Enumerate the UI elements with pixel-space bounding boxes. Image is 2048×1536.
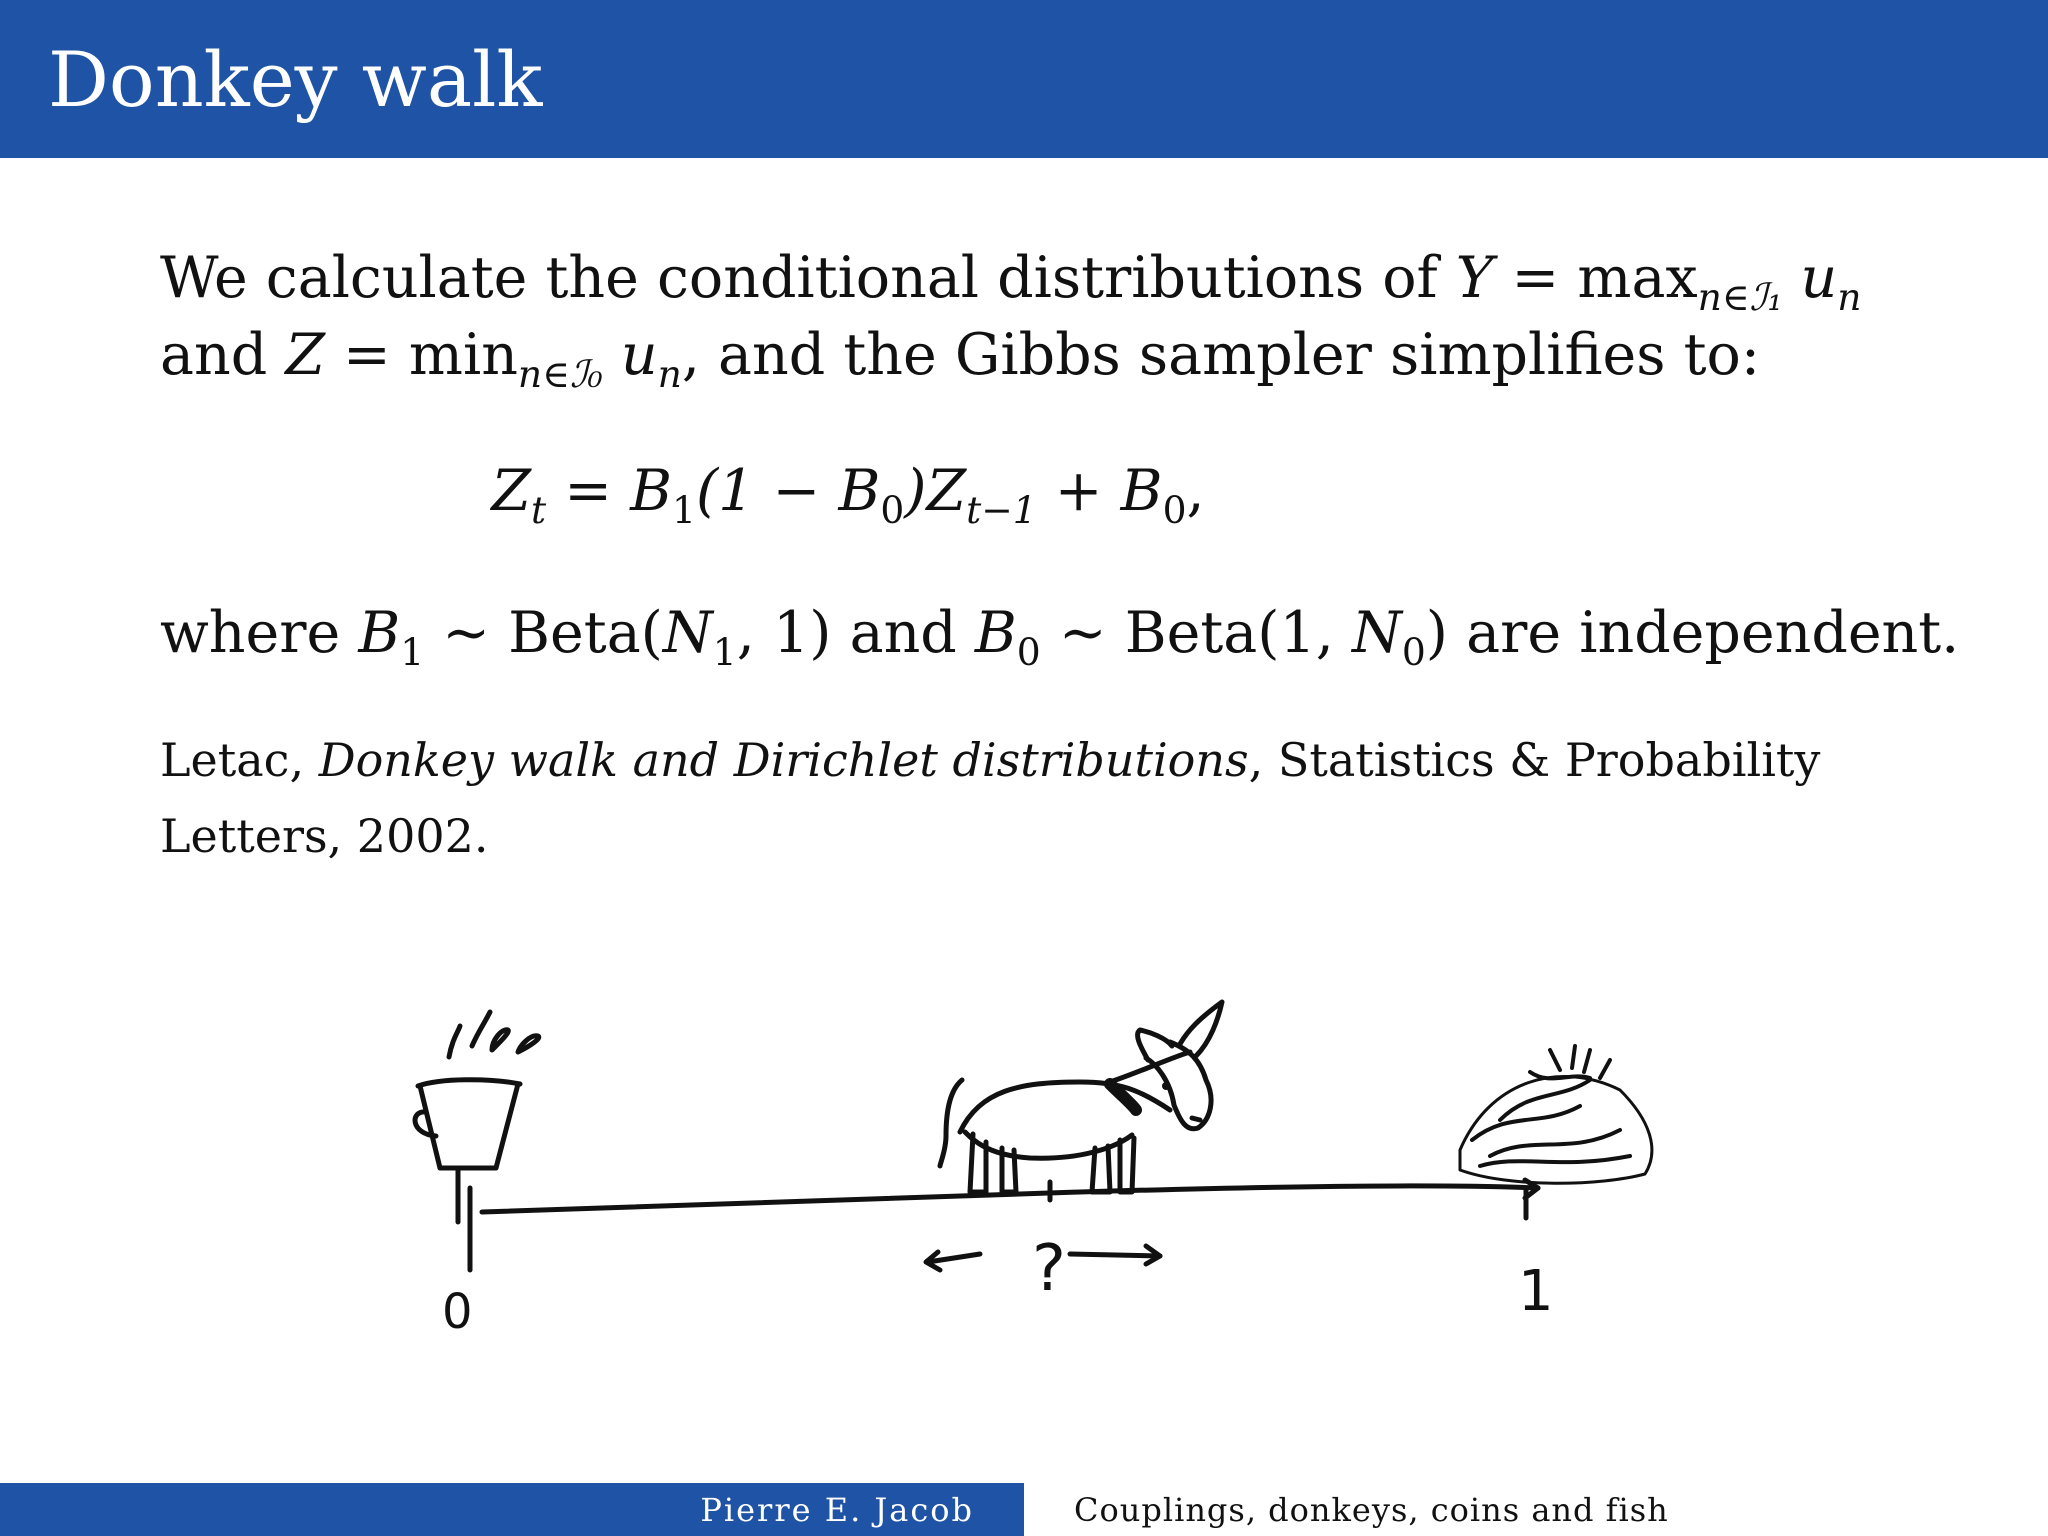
where-line (160, 595, 1960, 675)
equals-sign: = (324, 322, 409, 388)
donkey-walk-sketch (380, 960, 1680, 1350)
beta-dist-0-end: ) (1425, 600, 1449, 666)
beta-dist-1-end: , 1) (736, 600, 832, 666)
u-subscript: n (1837, 275, 1862, 320)
var-n1-sub: 1 (712, 630, 737, 675)
min-operator: min (408, 322, 518, 388)
display-equation (160, 453, 1536, 533)
eq-b1: = B (546, 458, 672, 524)
var-b0: B (974, 600, 1017, 666)
math-var-z: Z (285, 322, 325, 388)
var-b1: B (358, 600, 401, 666)
where-text: where (160, 600, 359, 666)
independent-text: are independent. (1448, 600, 1960, 666)
max-operator: max (1577, 245, 1698, 311)
citation-venue: , Statistics & Probability Letters, 2002. (160, 733, 1821, 863)
beta-dist-1: ~ Beta( (424, 600, 663, 666)
citation (160, 722, 1860, 874)
slide-content (160, 240, 1960, 675)
equals-sign: = (1493, 245, 1578, 311)
var-b1-sub: 1 (400, 630, 425, 675)
var-n0-sub: 0 (1401, 630, 1426, 675)
math-term-u: u (1782, 245, 1838, 311)
beta-dist-0: ~ Beta(1, (1040, 600, 1352, 666)
intro-line-2 (160, 317, 1920, 397)
position-question-mark: ? (1032, 1232, 1066, 1306)
citation-title: Donkey walk and Dirichlet distributions (318, 733, 1249, 787)
title-bar (0, 0, 2048, 158)
eq-z-prev: )Z (904, 458, 967, 524)
eq-plus-b0: + B (1036, 458, 1163, 524)
eq-b0-sub: 0 (880, 488, 905, 533)
math-term-u: u (602, 322, 658, 388)
math-var-y: Y (1455, 245, 1494, 311)
eq-lhs-sub: t (530, 488, 547, 533)
eq-z-prev-sub: t−1 (966, 488, 1037, 533)
hay-pile-icon (1460, 1046, 1652, 1183)
var-n0: N (1351, 600, 1402, 666)
u-subscript: n (657, 352, 682, 397)
citation-author: Letac, (160, 733, 319, 787)
eq-comma: , (1186, 458, 1205, 524)
intro-text: We calculate the conditional distributions of (160, 245, 1456, 311)
eq-lhs: Z (491, 458, 531, 524)
slide-title: Donkey walk (48, 35, 543, 124)
left-label: 0 (442, 1284, 473, 1340)
var-b0-sub: 0 (1016, 630, 1041, 675)
var-n1: N (662, 600, 713, 666)
eq-plus-b0-sub: 0 (1162, 488, 1187, 533)
right-label: 1 (1518, 1259, 1554, 1324)
water-splash-icon (449, 1012, 539, 1057)
donkey-icon (940, 1002, 1222, 1192)
and-text: and (160, 322, 286, 388)
max-subscript: n∈ℐ₁ (1697, 275, 1783, 320)
eq-b1-sub: 1 (672, 488, 696, 533)
and-text: and (831, 600, 975, 666)
footer-author: Pierre E. Jacob (0, 1483, 1024, 1536)
min-subscript: n∈ℐ₀ (517, 352, 603, 397)
gibbs-text: , and the Gibbs sampler simplifies to: (681, 322, 1761, 388)
footer-talk-title: Couplings, donkeys, coins and fish (1024, 1483, 2048, 1536)
footer (0, 1483, 2048, 1536)
eq-b0-term: (1 − B (695, 458, 881, 524)
intro-line-1 (160, 240, 1920, 320)
